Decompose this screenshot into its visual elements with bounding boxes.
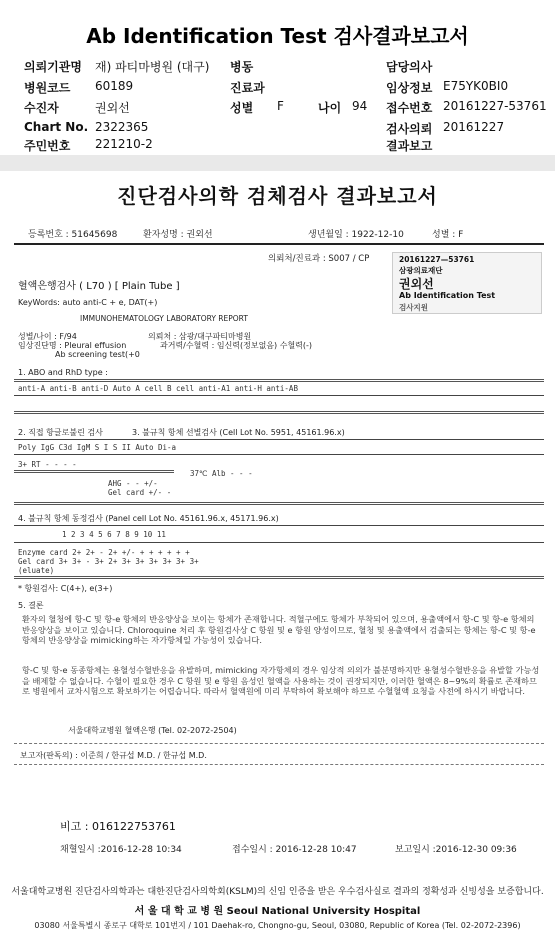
abo-rule-bottom	[14, 411, 544, 414]
panel-eluate: (eluate)	[18, 566, 55, 575]
tag-patient: 권외선	[399, 277, 434, 291]
ward-label: 병동	[230, 60, 254, 74]
tag-receipt-no: 20161227—53761	[399, 255, 475, 264]
reported-time: 보고일시 :2016-12-30 09:36	[395, 845, 517, 855]
footer-address: 03080 서울특별시 종로구 대학로 101번지 / 101 Daehak-ro, Chongno-gu, Seoul, 03080, Republic of Korea (Tel. 02-2072-2396)	[34, 921, 521, 930]
panel-enzyme-row: Enzyme card 2+ 2+ - 2+ +/- + + + + + +	[18, 548, 190, 557]
panel-rule-bottom	[14, 576, 544, 579]
reporter-rule-top	[14, 743, 544, 744]
patient-name: 환자성명 : 권외선	[143, 230, 213, 240]
screening-rule-bottom	[14, 502, 544, 505]
hospital-code-label: 병원코드	[24, 81, 71, 95]
footer-hospital-name: 서 울 대 학 교 병 원 Seoul National University Hospital	[134, 906, 421, 917]
specimen-label-tag	[392, 252, 542, 314]
panel-gel-row: Gel card 3+ 3+ - 3+ 2+ 3+ 3+ 3+ 3+ 3+ 3+	[18, 557, 199, 566]
abo-rule-mid	[14, 395, 544, 396]
tag-foundation: 삼광의료재단	[399, 266, 443, 275]
keywords: KeyWords: auto anti-C + e, DAT(+)	[18, 298, 158, 307]
requester-dept: 의뢰처/진료과 : S007 / CP	[268, 254, 370, 264]
result-report-label: 결과보고	[386, 139, 433, 153]
sex-age: 성별/나이 : F/94	[18, 332, 77, 341]
footer-certification: 서울대학교병원 진단검사의학과는 대한진단검사의학회(KSLM)의 신임 인증을 받은 우수검사실로 결과의 정확성과 신빙성을 보증합니다.	[11, 887, 544, 897]
dat-rule-left	[14, 470, 174, 473]
collected-time: 채혈일시 :2016-12-28 10:34	[60, 845, 182, 855]
request-label: 검사의뢰	[386, 122, 433, 136]
institution-value: 재) 파티마병원 (대구)	[95, 60, 210, 74]
registration-number: 등록번호 : 51645698	[28, 230, 118, 240]
chart-no-value: 2322365	[95, 120, 149, 134]
section-dat: 2. 직접 항글로불린 검사	[18, 428, 103, 437]
dat-row: 3+ RT - - - -	[18, 460, 77, 469]
ab-screening: Ab screening test(+0	[55, 350, 140, 359]
header-rule	[14, 243, 544, 245]
section-identification: 4. 불규칙 항체 동정검사 (Panel cell Lot No. 45161.96.x, 45171.96.x)	[18, 514, 279, 523]
dept-label: 진료과	[230, 81, 265, 95]
divider-band	[0, 155, 555, 171]
institution-label: 의뢰기관명	[24, 60, 82, 74]
sex-field: 성별 : F	[432, 230, 464, 240]
transfusion-history: 과거력/수혈력 : 임신력(정보없음) 수혈력(-)	[160, 341, 313, 350]
age-value: 94	[352, 99, 368, 113]
birth-date: 생년월일 : 1922-12-10	[308, 230, 404, 240]
lab-report-title: IMMUNOHEMATOLOGY LABORATORY REPORT	[80, 314, 248, 323]
reporter-rule-bottom	[14, 764, 544, 765]
antigen-test: * 항원검사: C(4+), e(3+)	[18, 584, 113, 593]
receipt-no-value: 20161227-53761	[443, 99, 547, 113]
abo-rule-top	[14, 379, 544, 382]
conclusion-paragraph-2: 항-C 및 항-e 동종항체는 용혈성수혈반응을 유발하며, mimicking 자가항체의 경우 임상적 의의가 불분명하지만 용혈성수혈반응을 유발할 가능성을 배제할 수 없습니다. 수혈이 필요한 경우 C 항원 및 e 항원 음성인 혈액을 사용하는 것이 권장되지만, 이러한 혈액은 8~9%의 확률로 존재하므로 병원에서 교차시험으로 확보하기는 어렵습니다. 따라서 혈액원에 미리 부탁하여 확보해야 하므로 수혈혈액 요청을 사전에 하시기 바랍니다.	[22, 665, 540, 696]
screening-row-37c: 37℃ Alb - - -	[190, 469, 253, 478]
remarks: 비고 : 016122753761	[60, 820, 176, 833]
reporter: 보고자(판독의) : 이준희 / 한규섭 M.D. / 한규섭 M.D.	[20, 751, 207, 760]
resident-no-value: 221210-2	[95, 137, 153, 151]
tag-test-name: Ab Identification Test	[399, 291, 496, 300]
abo-columns: anti-A anti-B anti-D Auto A cell B cell anti-A1 anti-H anti-AB	[18, 384, 298, 393]
resident-no-label: 주민번호	[24, 139, 71, 153]
examinee-value: 권외선	[95, 101, 130, 115]
section-screening: 3. 불규칙 항체 선별검사 (Cell Lot No. 5951, 45161.96.x)	[132, 428, 345, 437]
sex-label: 성별	[230, 101, 254, 115]
dat-rule-mid	[14, 454, 544, 455]
section-conclusion: 5. 결론	[18, 601, 44, 610]
section-abo: 1. ABO and RhD type :	[18, 368, 108, 377]
panel-rule-top	[14, 525, 544, 526]
inner-report-title: 진단검사의학 검체검사 결과보고서	[117, 184, 438, 208]
clinical-info-value: E75YK0BI0	[443, 79, 509, 93]
dat-rule-top	[14, 439, 544, 440]
blood-bank-contact: 서울대학교병원 혈액은행 (Tel. 02-2072-2504)	[68, 726, 237, 735]
receipt-no-label: 접수번호	[386, 101, 433, 115]
clinical-info-label: 임상정보	[386, 81, 433, 95]
panel-rule-mid	[14, 542, 544, 543]
received-time: 접수일시 : 2016-12-28 10:47	[232, 845, 357, 855]
report-title: Ab Identification Test 검사결과보고서	[86, 24, 469, 48]
doctor-label: 담당의사	[386, 60, 433, 74]
test-name: 혈액은행검사 ( L70 ) [ Plain Tube ]	[18, 281, 180, 292]
requester-institution: 의뢰처 : 삼광/대구파티마병원	[148, 332, 252, 341]
examinee-label: 수진자	[24, 101, 59, 115]
sex-value: F	[277, 99, 284, 113]
screening-row-ahg: AHG - - +/-	[108, 479, 158, 488]
conclusion-paragraph-1: 환자의 혈청에 항-C 및 항-e 항체의 반응양상을 보이는 항체가 존재합니다. 적혈구에도 항체가 부착되어 있으며, 용출액에서 항-C 및 항-e 항체의 반응양상을 보이고 있습니다. Chloroquine 처리 후 항원검사상 C 항원 및 e 항원 양성이므로, 혈청 및 용출액에서 검출되는 항체는 항-C 및 항-e 항체의 반응양상을 mimicking하는 자가항체일 가능성이 있습니다.	[22, 614, 536, 645]
chart-no-label: Chart No.	[24, 120, 89, 134]
clinical-diagnosis: 임상진단명 : Pleural effusion	[18, 341, 127, 350]
screening-row-gel: Gel card +/- -	[108, 488, 172, 497]
hospital-code-value: 60189	[95, 79, 134, 93]
dat-columns: Poly IgG C3d IgM S I S II Auto Di-a	[18, 443, 177, 452]
tag-support: 검사지원	[399, 303, 428, 312]
request-value: 20161227	[443, 120, 505, 134]
age-label: 나이	[318, 101, 342, 115]
panel-numbers: 1 2 3 4 5 6 7 8 9 10 11	[62, 530, 166, 539]
